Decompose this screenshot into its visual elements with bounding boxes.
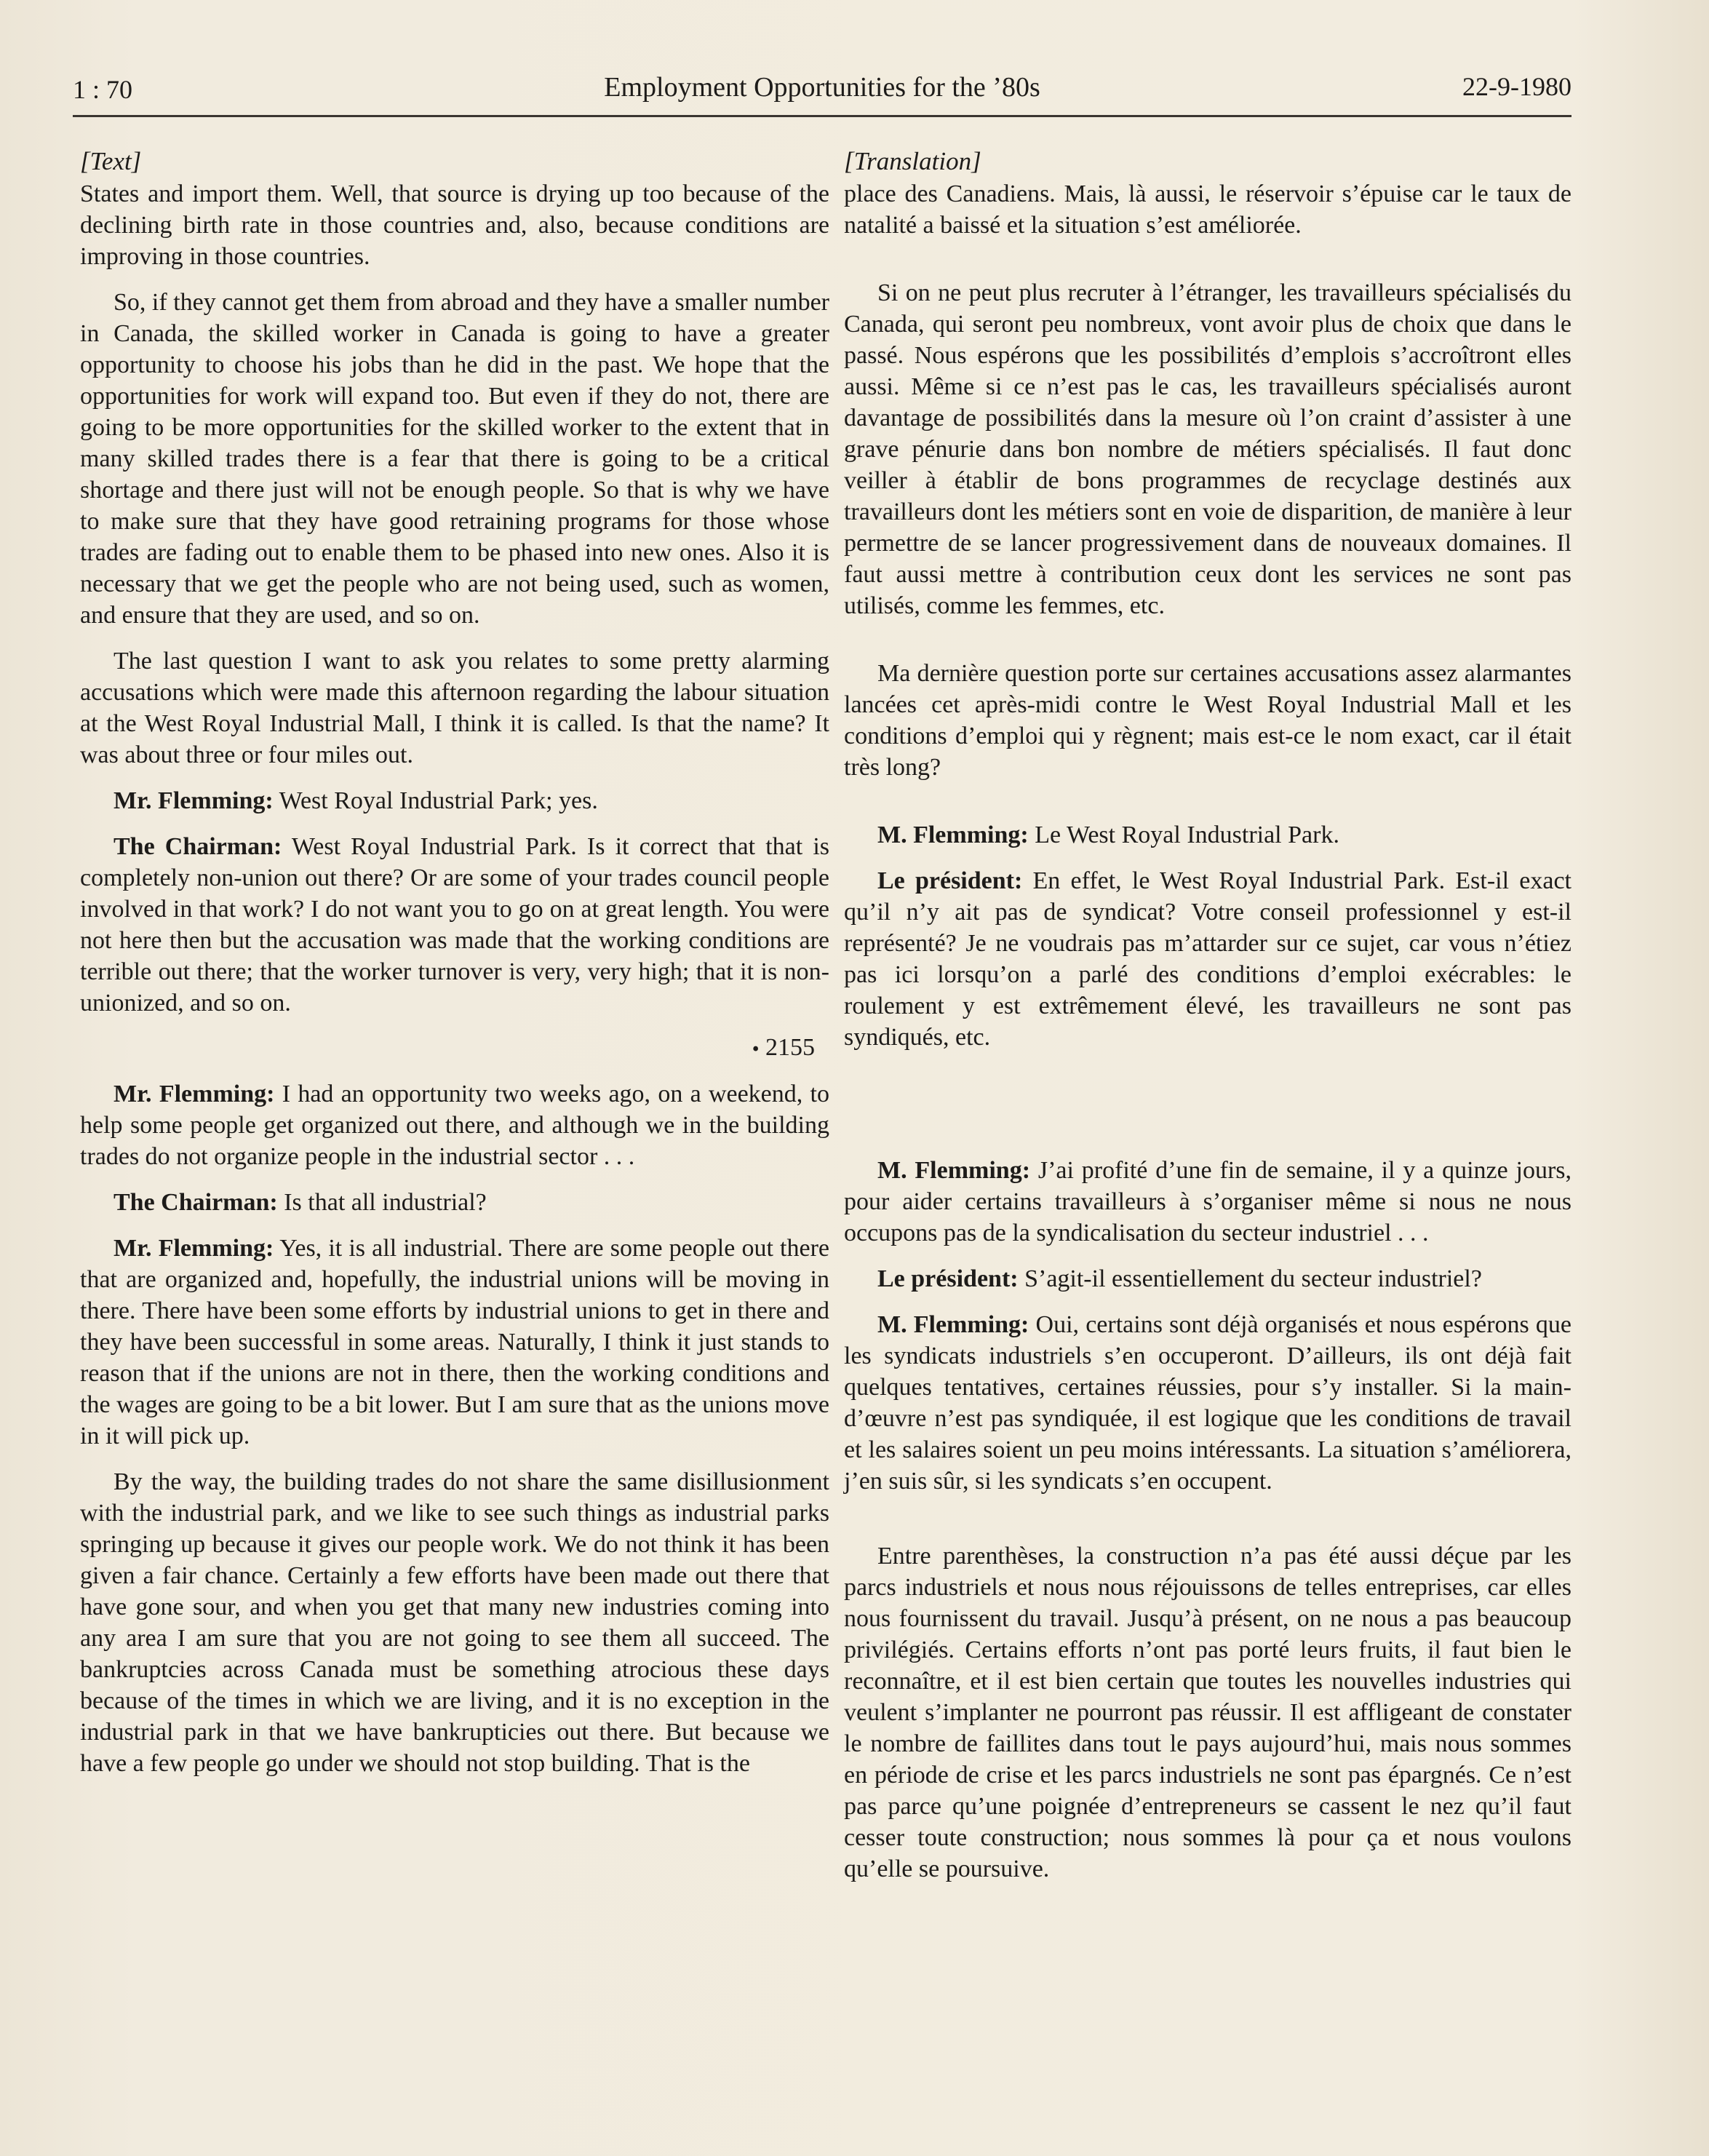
speech-text: I had an opportunity two weeks ago, on a weekend, to help some people get organized out there, and although we in the building trades do not organize people in the industrial sector . . . xyxy=(80,1080,829,1170)
speaker-name: The Chairman: xyxy=(113,833,282,860)
speaker-name: Le président: xyxy=(877,867,1023,894)
text-label: [Text] xyxy=(80,147,142,175)
paragraph: Si on ne peut plus recruter à l’étranger, les travailleurs spécialisés du Canada, qui seront peu nombreux, vont avoir plus de choix que dans le passé. Nous espérons que les possibilités d’emplois s’accroîtront elles aussi. Même si ce n’est pas le cas, les travailleurs spécialisés auront davantage de possibilités dans la mesure où l’on craint d’assister à une grave pénurie dans bon nombre de métiers spécialisés. Il faut donc veiller à établir de bons programmes de recyclage destinés aux travailleurs dont les métiers sont en voie de disparition, de manière à leur permettre de se lancer progressivement dans de nouveaux domaines. Il faut aussi mettre à contribution ceux dont les services ne sont pas utilisés, comme les femmes, etc. xyxy=(844,279,1571,619)
page-date: 22-9-1980 xyxy=(1462,72,1571,101)
speech-paragraph xyxy=(80,1233,829,1452)
paragraph: States and import them. Well, that source is drying up too because of the declining birth rate in those countries and, also, because conditions are improving in those countries. xyxy=(80,180,829,270)
speech-text: J’ai profité d’une fin de semaine, il y a quinze jours, pour aider certains travailleurs à s’organiser même si nous ne nous occupons pas de la syndicalisation du secteur industriel . . . xyxy=(844,1157,1572,1246)
paragraph: place des Canadiens. Mais, là aussi, le réservoir s’épuise car le taux de natalité a baissé et la situation s’est améliorée. xyxy=(844,180,1571,239)
paragraph: Entre parenthèses, la construction n’a pas été aussi déçue par les parcs industriels et nous nous réjouissons de telles entreprises, car elles nous fournissent du travail. Jusqu’à présent, on ne nous a pas beaucoup privilégiés. Certains efforts n’ont pas porté leurs fruits, il faut bien le reconnaître, et il est bien certain que toutes les nouvelles industries qui veulent s’implanter ne pourront pas réussir. Il est affligeant de constater le nombre de faillites dans tout le pays aujourd’hui, mais nous sommes en période de crise et les parcs industriels ne sont pas épargnés. Ce n’est pas parce qu’une poignée d’entrepreneurs se cassent le nez qu’il faut cesser toute construction; nous sommes là pour ça et nous voulons qu’elle se poursuive. xyxy=(844,1543,1571,1882)
speaker-name: The Chairman: xyxy=(113,1188,278,1216)
speech-text: Oui, certains sont déjà organisés et nous espérons que les syndicats industriels s’en occuperont. D’ailleurs, ils ont déjà fait quelques tentatives, certaines réussies, pour s’y installer. Si la main-d’œuvre n’est pas syndiquée, il est logique que les conditions de travail et les salaires soient un peu moins intéressants. La situation s’améliorera, j’en suis sûr, si les syndicats s’en occupent. xyxy=(844,1311,1572,1495)
speaker-name: Mr. Flemming: xyxy=(113,1080,275,1107)
speech-text: En effet, le West Royal Industrial Park. Est-il exact qu’il n’y ait pas de syndicat? Votre conseil professionnel y est-il représenté? Je ne voudrais pas m’attarder sur ce sujet, car vous n’étiez pas ici lorsqu’on a parlé des conditions d’emploi exécrables: le roulement y est extrêmement élevé, les travailleurs ne sont pas syndiqués, etc. xyxy=(844,867,1571,1051)
translation-label: [Translation] xyxy=(844,147,981,175)
english-column xyxy=(80,146,829,1779)
speaker-name: M. Flemming: xyxy=(877,822,1029,848)
speech-paragraph xyxy=(80,1187,829,1218)
speech-text: S’agit-il essentiellement du secteur industriel? xyxy=(1018,1265,1482,1292)
page-number: 1 : 70 xyxy=(73,75,133,104)
paragraph: So, if they cannot get them from abroad and they have a smaller number in Canada, the skilled worker in Canada is going to have a greater opportunity to choose his jobs than he did in the past. We hope that the opportunities for work will expand too. But even if they do not, there are going to be more opportunities for the skilled worker to the extent that in many skilled trades there is a fear that there is going to be a critical shortage and there just will not be enough people. So that is why we have to make sure that they have good retraining programs for those whose trades are fading out to enable them to be phased into new ones. Also it is necessary that we get the people who are not being used, such as women, and ensure that they are used, and so on. xyxy=(80,289,829,629)
bullet-icon: • xyxy=(752,1038,760,1061)
speaker-name: M. Flemming: xyxy=(877,1157,1031,1184)
speech-paragraph xyxy=(80,785,829,816)
speaker-name: Mr. Flemming: xyxy=(113,787,274,814)
page-header xyxy=(73,64,1571,117)
speech-paragraph xyxy=(80,831,829,1019)
speaker-name: Mr. Flemming: xyxy=(113,1234,274,1262)
speaker-name: M. Flemming: xyxy=(877,1311,1029,1338)
speech-text: Is that all industrial? xyxy=(277,1188,487,1216)
speech-paragraph xyxy=(80,1078,829,1172)
speech-text: Le West Royal Industrial Park. xyxy=(1028,822,1339,848)
time-marker-number: 2155 xyxy=(765,1034,815,1061)
speech-text: West Royal Industrial Park; yes. xyxy=(273,787,598,814)
paragraph: The last question I want to ask you relates to some pretty alarming accusations which were made this afternoon regarding the labour situation at the West Royal Industrial Mall, I think it is called. Is that the name? It was about three or four miles out. xyxy=(80,648,829,768)
speech-paragraph xyxy=(844,1155,1571,1249)
speaker-name: Le président: xyxy=(877,1265,1019,1292)
speech-paragraph xyxy=(844,819,1571,851)
speech-text: Yes, it is all industrial. There are some people out there that are organized and, hopefully, the industrial unions will be moving in there. There have been some efforts by industrial unions to get in there and they have been successful in some areas. Naturally, I think it just stands to reason that if the unions are not in there, then the working conditions and the wages are going to be a bit lower. But I am sure that as the unions move in it will pick up. xyxy=(80,1234,829,1449)
speech-paragraph xyxy=(844,865,1571,1053)
paragraph: Ma dernière question porte sur certaines accusations assez alarmantes lancées cet après-midi contre le West Royal Industrial Mall et les conditions d’emploi qui y règnent; mais est-ce le nom exact, car il était très long? xyxy=(844,660,1571,781)
speech-paragraph xyxy=(844,1309,1571,1497)
french-column xyxy=(844,146,1571,1885)
time-marker xyxy=(80,1032,829,1065)
running-title: Employment Opportunities for the ’80s xyxy=(604,72,1040,103)
speech-text: West Royal Industrial Park. Is it correct that that is completely non-union out there? Or are some of your trades council people involved in that work? I do not want you to go on at great length. You were not here then but the accusation was made that the working conditions are terrible out there; that the worker turnover is very, very high; that it is non-unionized, and so on. xyxy=(80,833,830,1017)
paragraph: By the way, the building trades do not share the same disillusionment with the industrial park, and we like to see such things as industrial parks springing up because it gives our people work. We do not think it has been given a fair chance. Certainly a few efforts have been made out there that have gone sour, and when you get that many new industries coming into any area I am sure that you are not going to see them all succeed. The bankruptcies across Canada must be something atrocious these days because of the times in which we are living, and it is no exception in the industrial park in that we have bankrupticies out there. But because we have a few people go under we should not stop building. That is the xyxy=(80,1468,829,1777)
speech-paragraph xyxy=(844,1263,1571,1294)
